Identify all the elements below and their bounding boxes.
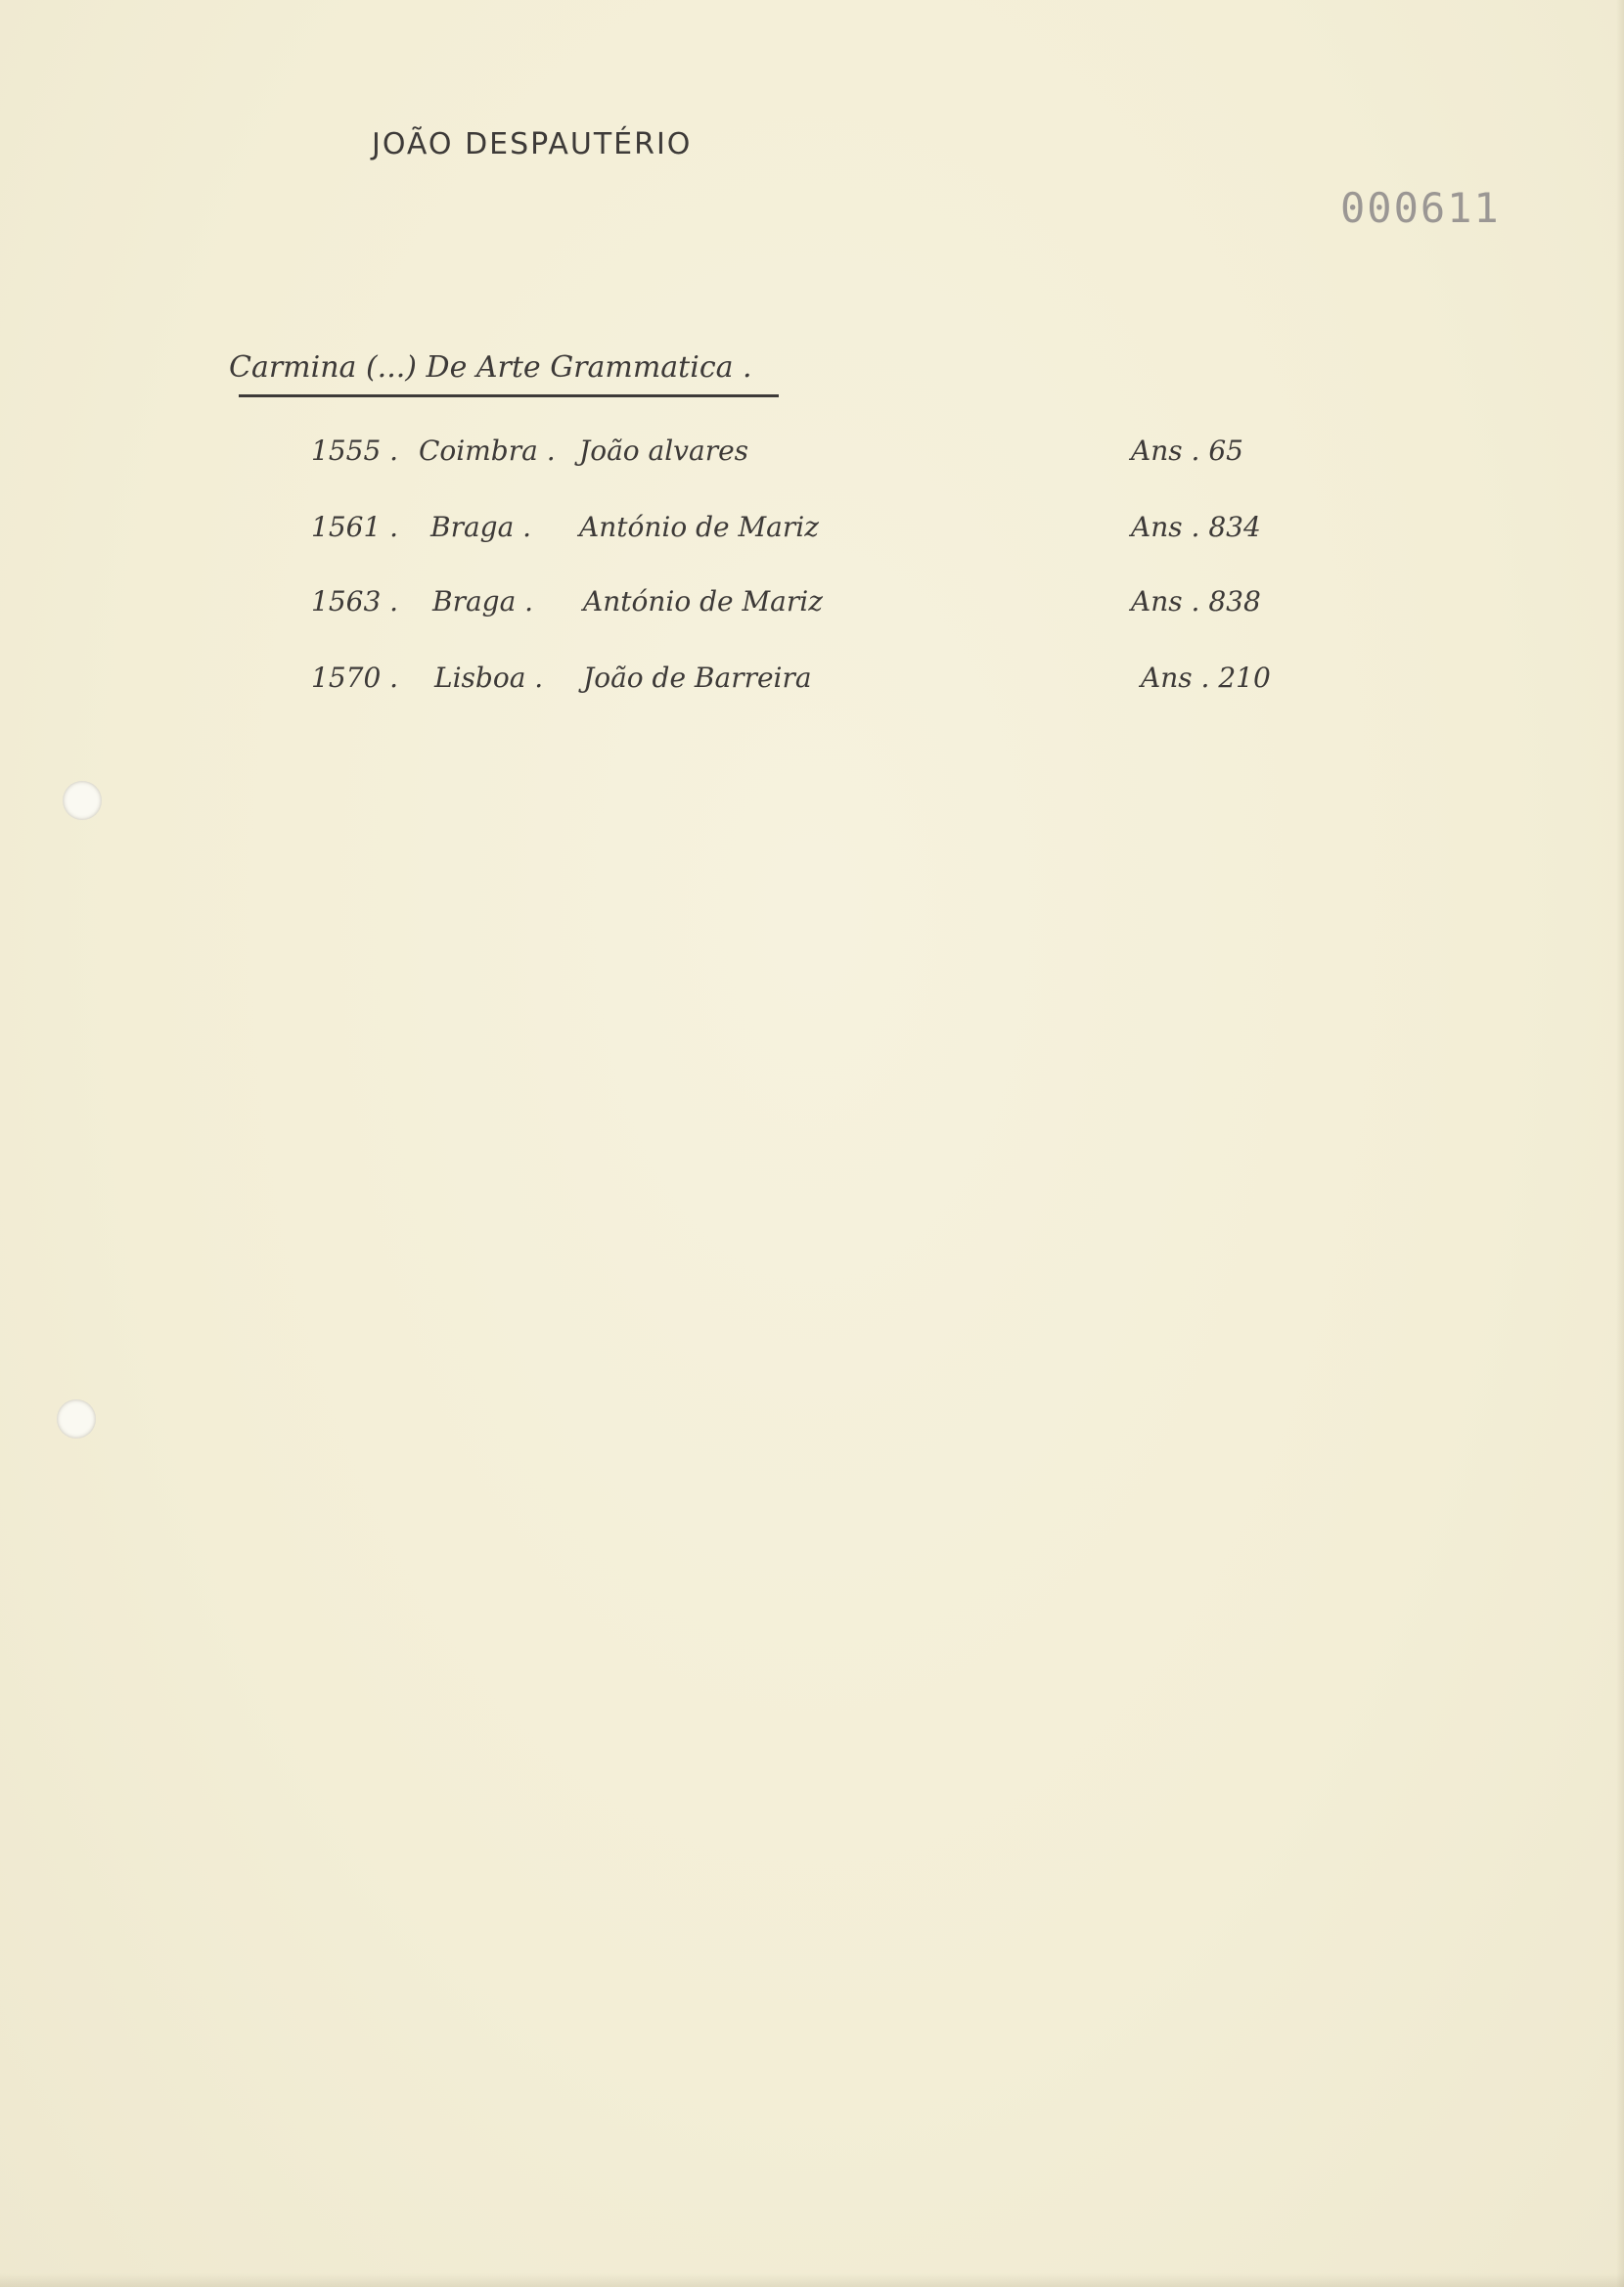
edition-place: Coimbra .: [419, 435, 556, 467]
punch-hole: [63, 781, 102, 820]
edition-row: [0, 662, 1624, 720]
archive-stamp-number: 000611: [1340, 184, 1501, 232]
page-edge-shadow: [1616, 0, 1624, 2287]
work-heading: Carmina (...) De Arte Grammatica .: [229, 350, 752, 385]
edition-place: Lisboa .: [434, 662, 544, 694]
edition-printer: João de Barreira: [583, 662, 812, 694]
edition-printer: António de Mariz: [579, 511, 819, 543]
edition-row: [0, 585, 1624, 644]
punch-hole: [57, 1399, 96, 1439]
edition-year: 1563 .: [311, 585, 399, 617]
edition-reference: Ans . 65: [1131, 435, 1243, 467]
edition-printer: António de Mariz: [583, 585, 823, 617]
edition-reference: Ans . 838: [1131, 585, 1261, 617]
page-edge-shadow: [0, 2273, 1624, 2287]
edition-year: 1561 .: [311, 511, 399, 543]
edition-row: [0, 435, 1624, 493]
heading-underline: [239, 394, 779, 397]
edition-printer: João alvares: [579, 435, 749, 467]
edition-place: Braga .: [430, 511, 532, 543]
edition-year: 1555 .: [311, 435, 399, 467]
edition-year: 1570 .: [311, 662, 399, 694]
edition-place: Braga .: [432, 585, 534, 617]
edition-reference: Ans . 210: [1141, 662, 1271, 694]
author-title: JOÃO DESPAUTÉRIO: [372, 127, 693, 161]
edition-reference: Ans . 834: [1131, 511, 1261, 543]
edition-row: [0, 511, 1624, 570]
